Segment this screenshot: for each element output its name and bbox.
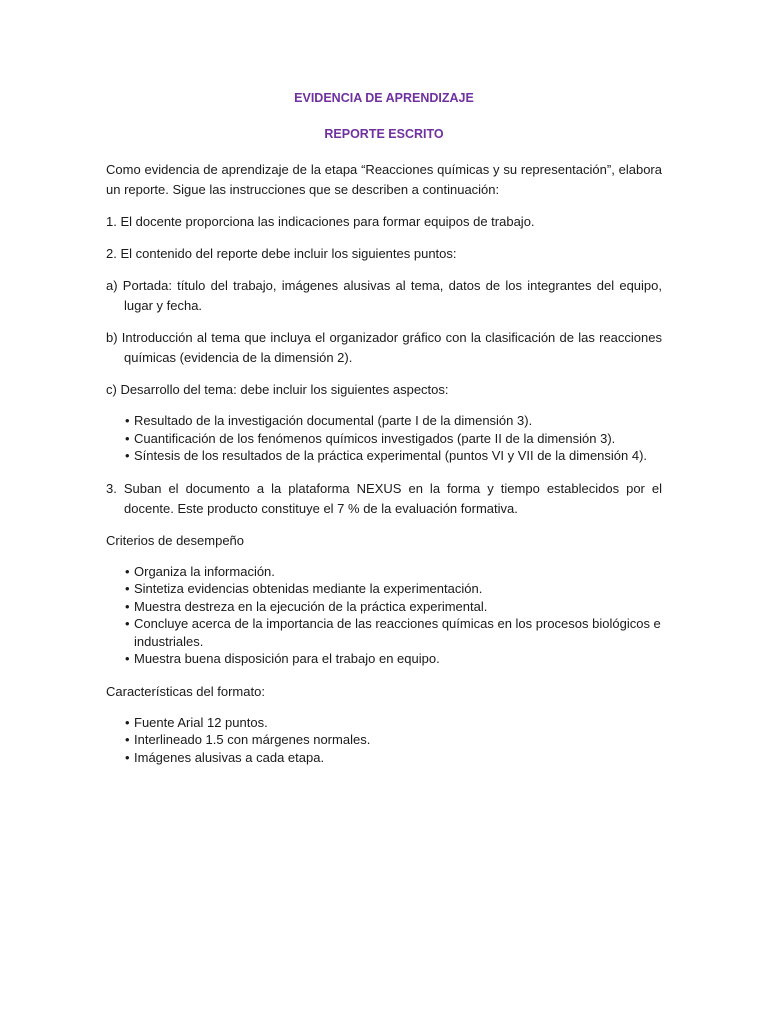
bullet-icon: • — [125, 430, 130, 446]
document-subtitle: REPORTE ESCRITO — [324, 127, 444, 141]
bullet-icon: • — [125, 448, 130, 463]
format-bullet-list — [106, 714, 662, 767]
list-item: • Síntesis de los resultados de la práctica experimental (puntos VI y VII de la dimensión 4). — [125, 448, 648, 463]
step-3: 3. Suban el documento a la plataforma NEXUS en la forma y tiempo establecidos por el docente. Este producto constituye el 7 % de la evaluación formativa. — [106, 480, 662, 516]
item-b: b) Introducción al tema que incluya el organizador gráfico con la clasificación de las reacciones químicas (evidencia de la dimensión 2). — [106, 330, 662, 365]
list-item: • Organiza la información. — [125, 563, 275, 579]
list-item: • Resultado de la investigación documental (parte I de la dimensión 3). — [125, 413, 533, 428]
bullet-icon: • — [125, 732, 130, 747]
step-2: 2. El contenido del reporte debe incluir los siguientes puntos: — [106, 246, 457, 261]
step-1: 1. El docente proporciona las indicaciones para formar equipos de trabajo. — [106, 214, 535, 229]
list-item: • Muestra destreza en la ejecución de la práctica experimental. — [125, 598, 488, 614]
list-item: • Cuantificación de los fenómenos químicos investigados (parte II de la dimensión 3). — [125, 430, 616, 446]
list-item: • Imágenes alusivas a cada etapa. — [125, 749, 325, 765]
bullet-icon: • — [125, 563, 130, 579]
bullet-icon: • — [125, 616, 130, 631]
list-item: • Sintetiza evidencias obtenidas mediante la experimentación. — [125, 581, 483, 596]
bullet-icon: • — [125, 749, 130, 765]
item-c-bullet-list — [106, 412, 662, 465]
list-item: • Muestra buena disposición para el trabajo en equipo. — [125, 651, 440, 666]
bullet-icon: • — [125, 581, 130, 596]
criteria-heading: Criterios de desempeño — [106, 532, 245, 548]
document-page — [106, 88, 662, 778]
bullet-icon: • — [125, 598, 130, 614]
criteria-bullet-list — [106, 563, 662, 668]
format-heading: Características del formato: — [106, 683, 265, 699]
intro-paragraph: Como evidencia de aprendizaje de la etapa “Reacciones químicas y su representación”, elabora un reporte. Sigue las instrucciones que se describen a continuación: — [106, 162, 662, 197]
item-a: a) Portada: título del trabajo, imágenes alusivas al tema, datos de los integrantes del equipo, lugar y fecha. — [106, 278, 662, 313]
list-item: • Concluye acerca de la importancia de las reacciones químicas en los procesos biológicos e industriales. — [125, 616, 661, 649]
bullet-icon: • — [125, 651, 130, 666]
document-title: EVIDENCIA DE APRENDIZAJE — [294, 91, 474, 105]
item-c: c) Desarrollo del tema: debe incluir los siguientes aspectos: — [106, 382, 449, 397]
bullet-icon: • — [125, 714, 130, 730]
list-item: • Fuente Arial 12 puntos. — [125, 714, 268, 730]
list-item: • Interlineado 1.5 con márgenes normales. — [125, 732, 371, 747]
bullet-icon: • — [125, 413, 130, 428]
